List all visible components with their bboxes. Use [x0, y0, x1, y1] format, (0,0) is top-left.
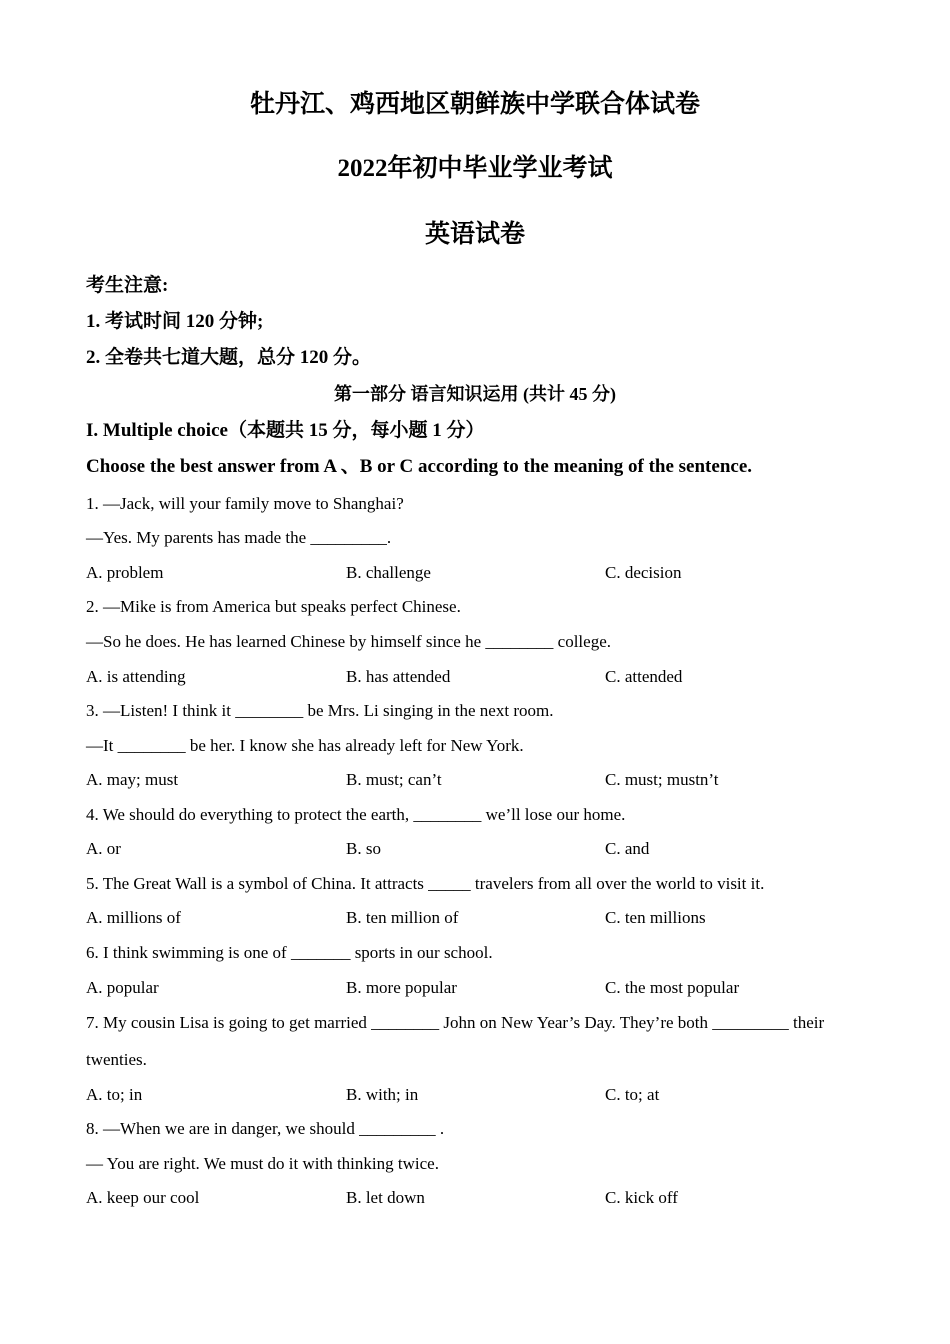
question-6-option-c: C. the most popular — [605, 978, 740, 997]
question-2-option-b: B. has attended — [346, 667, 451, 686]
question-1-line-2: —Yes. My parents has made the _________. — [86, 528, 392, 547]
exam-title-line1: 牡丹江、鸡西地区朝鲜族中学联合体试卷 — [249, 91, 700, 118]
question-6-line-1: 6. I think swimming is one of _______ sports in our school. — [86, 943, 493, 962]
question-2-option-a: A. is attending — [86, 667, 186, 686]
question-4-option-b: B. so — [346, 839, 381, 858]
exam-title-line3: 英语试卷 — [424, 221, 525, 248]
question-8-line-1: 8. —When we are in danger, we should _________ . — [86, 1119, 445, 1138]
section-title: I. Multiple choice（本题共 15 分，每小题 1 分） — [86, 420, 485, 441]
notice-item-2: 2. 全卷共七道大题，总分 120 分。 — [86, 347, 372, 368]
question-5-option-c: C. ten millions — [605, 908, 706, 927]
question-8-option-b: B. let down — [346, 1188, 425, 1207]
question-5-option-b: B. ten million of — [346, 908, 459, 927]
question-8-line-2: — You are right. We must do it with thinking twice. — [86, 1154, 439, 1173]
question-8-option-a: A. keep our cool — [86, 1188, 200, 1207]
question-6-option-a: A. popular — [86, 978, 159, 997]
exam-title-line2: 2022年初中毕业学业考试 — [337, 155, 613, 182]
question-3-line-2: —It ________ be her. I know she has already left for New York. — [86, 736, 524, 755]
question-2-line-2: —So he does. He has learned Chinese by himself since he ________ college. — [86, 632, 611, 651]
question-7-line-2: twenties. — [86, 1050, 147, 1069]
question-4-option-a: A. or — [86, 839, 121, 858]
question-1-option-a: A. problem — [86, 563, 164, 582]
question-4-line-1: 4. We should do everything to protect the earth, ________ we’ll lose our home. — [86, 805, 626, 824]
question-3-option-a: A. may; must — [86, 770, 179, 789]
question-3-option-c: C. must; mustn’t — [605, 770, 719, 789]
question-3-option-b: B. must; can’t — [346, 770, 442, 789]
question-2-option-c: C. attended — [605, 667, 683, 686]
question-6-option-b: B. more popular — [346, 978, 457, 997]
question-7-line-1: 7. My cousin Lisa is going to get married ________ John on New Year’s Day. They’re both _________ their — [86, 1013, 825, 1032]
question-3-line-1: 3. —Listen! I think it ________ be Mrs. Li singing in the next room. — [86, 701, 554, 720]
question-1-option-c: C. decision — [605, 563, 682, 582]
question-5-line-1: 5. The Great Wall is a symbol of China. It attracts _____ travelers from all over the world to visit it. — [86, 874, 765, 893]
question-1-line-1: 1. —Jack, will your family move to Shanghai? — [86, 494, 404, 513]
question-5-option-a: A. millions of — [86, 908, 181, 927]
question-7-option-c: C. to; at — [605, 1085, 660, 1104]
part-heading: 第一部分 语言知识运用 (共计 45 分) — [334, 384, 616, 404]
question-7-option-a: A. to; in — [86, 1085, 143, 1104]
section-instruction: Choose the best answer from A 、B or C according to the meaning of the sentence. — [86, 456, 753, 477]
question-2-line-1: 2. —Mike is from America but speaks perfect Chinese. — [86, 597, 461, 616]
question-8-option-c: C. kick off — [605, 1188, 678, 1207]
question-4-option-c: C. and — [605, 839, 650, 858]
question-7-option-b: B. with; in — [346, 1085, 419, 1104]
question-1-option-b: B. challenge — [346, 563, 431, 582]
notice-heading: 考生注意: — [86, 275, 169, 296]
notice-item-1: 1. 考试时间 120 分钟; — [86, 311, 264, 332]
